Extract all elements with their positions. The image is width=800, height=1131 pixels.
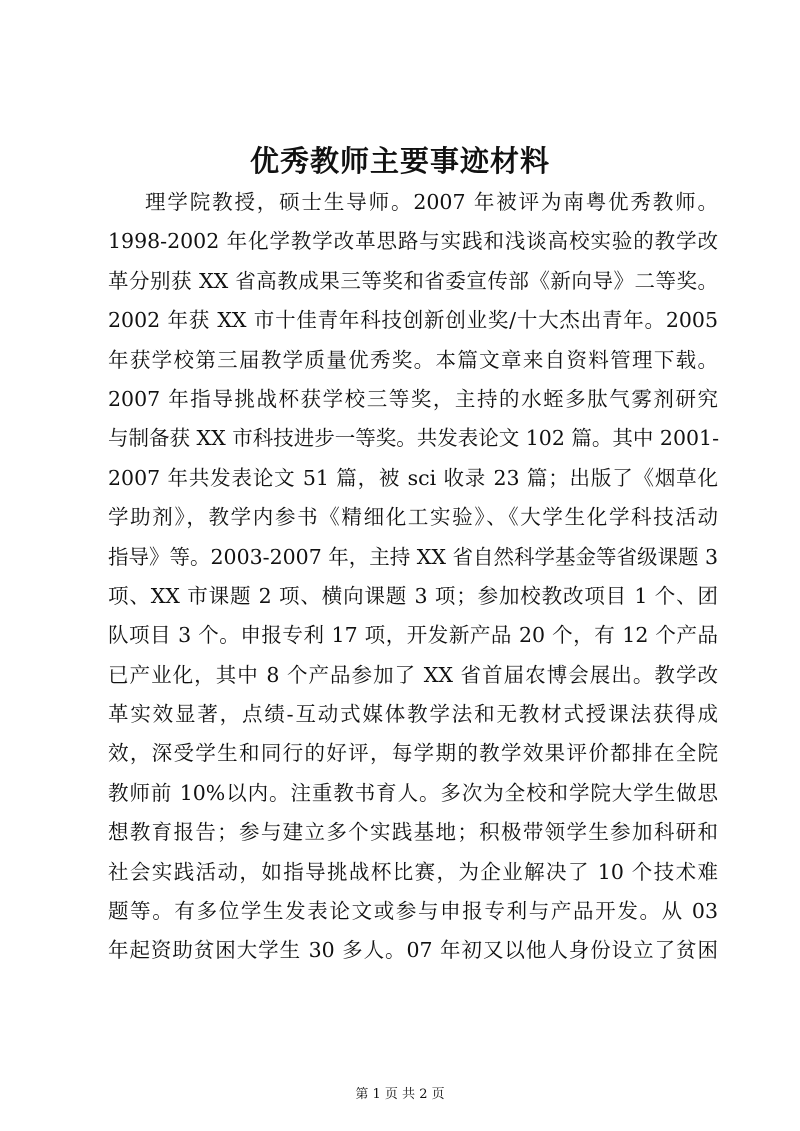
body-line: 革实效显著，点绩-互动式媒体教学法和无教材式授课法获得成	[108, 702, 718, 727]
body-line: 题等。有多位学生发表论文或参与申报专利与产品开发。从 03	[108, 899, 718, 924]
body-line: 2002 年获 XX 市十佳青年科技创新创业奖/十大杰出青年。2005	[108, 308, 718, 333]
body-line: 2007 年共发表论文 51 篇，被 sci 收录 23 篇；出版了《烟草化	[108, 465, 718, 490]
body-line: 社会实践活动，如指导挑战杯比赛，为企业解决了 10 个技术难	[108, 859, 718, 884]
document-body	[108, 183, 718, 971]
body-line: 队项目 3 个。申报专利 17 项，开发新产品 20 个，有 12 个产品	[108, 623, 718, 648]
body-line: 1998-2002 年化学教学改革思路与实践和浅谈高校实验的教学改	[108, 229, 718, 254]
body-line: 年获学校第三届教学质量优秀奖。本篇文章来自资料管理下载。	[108, 347, 718, 372]
body-line: 效，深受学生和同行的好评，每学期的教学效果评价都排在全院	[108, 741, 718, 766]
body-line: 2007 年指导挑战杯获学校三等奖，主持的水蛭多肽气雾剂研究	[108, 386, 718, 411]
body-line: 教师前 10%以内。注重教书育人。多次为全校和学院大学生做思	[108, 780, 718, 805]
document-title: 优秀教师主要事迹材料	[249, 144, 550, 178]
body-line: 想教育报告；参与建立多个实践基地；积极带领学生参加科研和	[108, 820, 718, 845]
page-footer: 第 1 页 共 2 页	[355, 1087, 445, 1102]
body-line: 年起资助贫困大学生 30 多人。07 年初又以他人身份设立了贫困	[108, 938, 718, 963]
body-line: 指导》等。2003-2007 年，主持 XX 省自然科学基金等省级课题 3	[108, 544, 719, 569]
body-line: 项、XX 市课题 2 项、横向课题 3 项；参加校教改项目 1 个、团	[108, 583, 718, 608]
body-line: 已产业化，其中 8 个产品参加了 XX 省首届农博会展出。教学改	[108, 662, 718, 687]
body-line: 理学院教授，硕士生导师。2007 年被评为南粤优秀教师。	[145, 190, 718, 214]
body-line: 学助剂》，教学内参书《精细化工实验》、《大学生化学科技活动	[108, 505, 718, 530]
body-line: 革分别获 XX 省高教成果三等奖和省委宣传部《新向导》二等奖。	[108, 268, 718, 293]
body-line: 与制备获 XX 市科技进步一等奖。共发表论文 102 篇。其中 2001-	[108, 426, 719, 451]
